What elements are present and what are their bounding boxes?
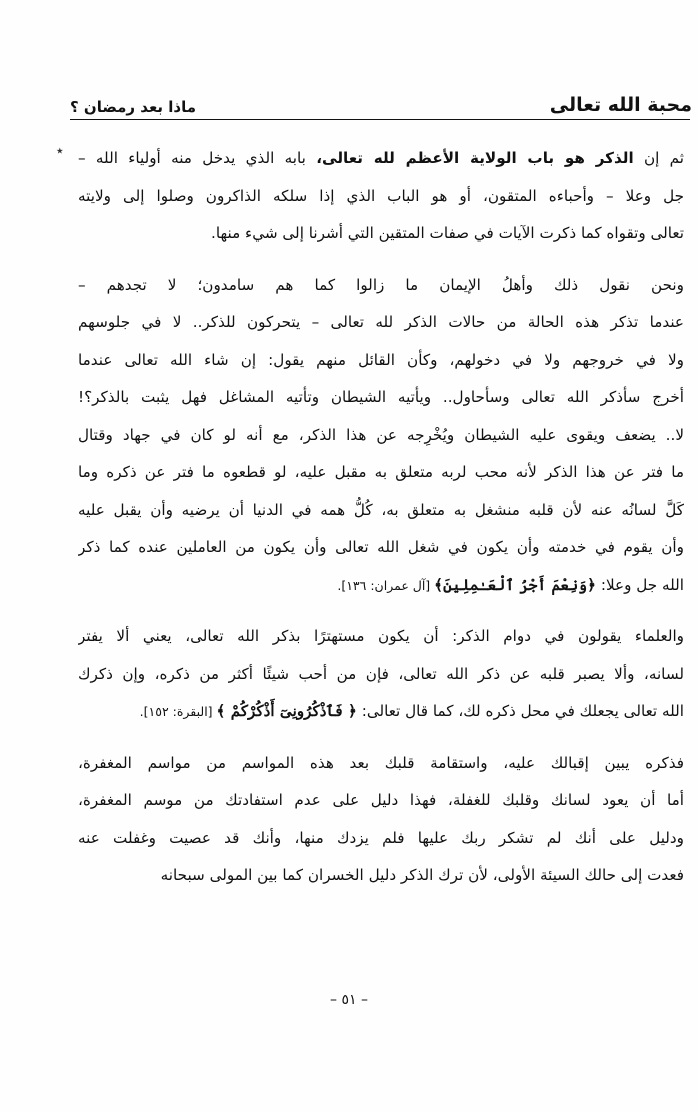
text-line [78,820,684,858]
text-span: أخرج سأذكر الله تعالى وسأحاول.. ويأتيه الشيطان وتأتيه المشاغل فهل يثبت بالذكر؟! [78,388,684,406]
text-span: لا.. يضعف ويقوى عليه الشيطان ويُخْرِجه عن هذا الذكر، مع أنه لو كان في جهاد وقتال [78,425,684,444]
text-line [78,342,684,380]
header-book-title: ماذا بعد رمضان ؟ [70,98,197,116]
text-line [78,417,684,455]
text-span: عندما تذكر هذه الحالة من حالات الذكر لله تعالى – يتحركون للذكر.. لا في جلوسهم [78,313,684,331]
text-line [78,492,684,530]
text-span: الله جل وعلا: [596,575,684,594]
text-line [78,178,684,216]
text-line [78,745,684,783]
text-span: تعالى وتقواه كما ذكرت الآيات في صفات المتقين التي أشرنا إلى شيء منها. [211,224,684,242]
verse-reference: [آل عمران: ١٣٦]. [337,577,435,593]
text-span: الله تعالى يجعلك في محل ذكره لك، كما قال تعالى: [356,702,684,720]
paragraph [78,618,684,731]
quran-verse: ﴿ فَٱذْكُرُونِىٓ أَذْكُرْكُمْ ﴾ [216,702,357,720]
text-line [78,782,684,820]
text-line [78,304,684,342]
text-line [78,379,684,417]
text-span: كَلَّ لسانُه عنه لأن قلبه منشغل به متعلق به، كُلُّ همه في الدنيا أن يرضيه وأن يقبل عليه [78,500,684,519]
text-span: ما فتر عن هذا الذكر لأنه محب لربه متعلق به مقبل عليه، لو قطعوه ما فتر عن ذكره وما [78,463,684,481]
emphasis-text: الذكر هو باب الولاية الأعظم لله تعالى، [316,149,634,167]
text-line [78,618,684,656]
text-span: والعلماء يقولون في دوام الذكر: أن يكون مستهترًا بذكر الله تعالى، يعني ألا يفتر [78,627,684,645]
paragraph-gap [78,253,684,267]
text-line [78,656,684,694]
text-span: ولا في خروجهم ولا في دخولهم، وكأن القائل منهم يقول: إن شاء الله تعالى عندما [78,350,684,369]
quran-verse: ﴿وَنِعْمَ أَجْرُ ٱلْعَـٰمِلِينَ﴾ [434,575,597,594]
paragraph [78,267,684,605]
text-line [78,567,684,605]
margin-mark: ٭ [56,143,64,159]
text-line [78,693,684,731]
text-span: فذكره يبين إقبالك عليه، واستقامة قلبك بعد هذه المواسم من مواسم المغفرة، [78,753,684,772]
paragraph [78,140,684,253]
paragraph-gap [78,604,684,618]
text-span: ثم إن [633,149,684,167]
text-span: ودليل على أنك لم تشكر ربك عليها فلم يزدك منها، وأنك قد عصيت وغفلت عنه [78,828,684,847]
body-text [78,140,684,895]
text-line [78,454,684,492]
header-chapter-title: محبة الله تعالى [549,94,692,116]
paragraph-gap [78,731,684,745]
text-span: لسانه، وألا يصبر قلبه عن ذكر الله تعالى، فإن من أحب شيئًا أكثر من ذكره، وإن ذكرك [78,664,684,683]
text-span: ونحن نقول ذلك وأهلُ الإيمان ما زالوا كما هم سامدون؛ لا تجدهم – [78,275,684,294]
paragraph [78,745,684,895]
text-line [78,857,684,895]
verse-reference: [البقرة: ١٥٢]. [139,704,217,719]
text-span: بابه الذي يدخل منه أولياء الله – [78,149,317,167]
header-divider [70,119,690,120]
text-span: وأن يقوم في خدمته وأن يكون في شغل الله تعالى وأن يكون من العاملين عنده كما ذكر [78,538,684,556]
text-span: جل وعلا – وأحباءه المتقون، أو هو الباب الذي إذا سلكه الذاكرون وصلوا إلى ولايته [78,186,684,205]
running-header [70,82,692,116]
text-line [78,267,684,305]
text-line [78,529,684,567]
text-line [78,215,684,253]
text-span: فعدت إلى حالك السيئة الأولى، لأن ترك الذكر دليل الخسران كما بين المولى سبحانه [160,866,684,884]
text-span: أما أن يعود لسانك وقلبك للغفلة، فهذا دليل على عدم استفادتك من موسم المغفرة، [78,791,684,809]
text-line [78,140,684,178]
page-number: – ٥١ – [330,992,368,1008]
